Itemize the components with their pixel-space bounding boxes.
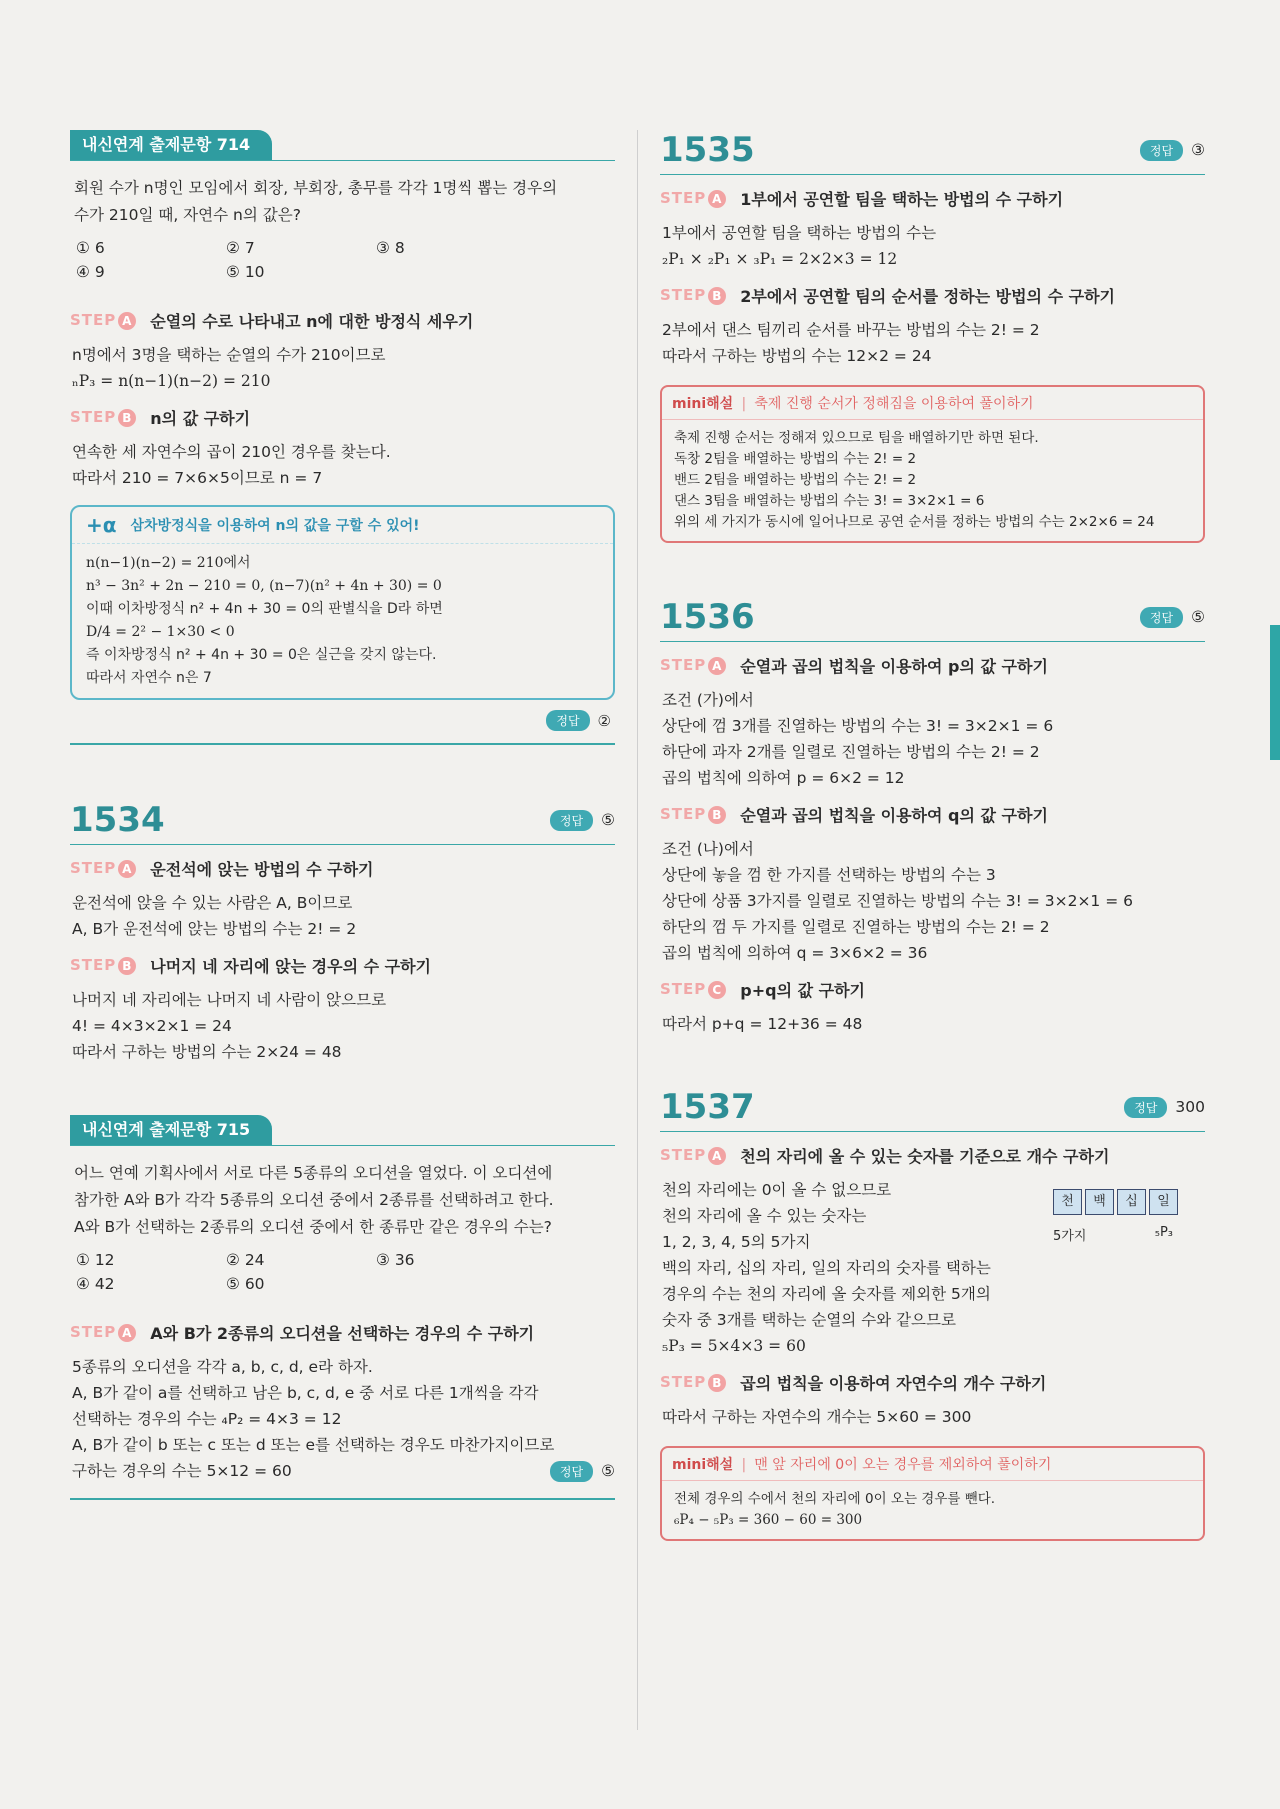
question-line: 참가한 A와 B가 각각 5종류의 오디션 중에서 2종류를 선택하려고 한다. (74, 1191, 554, 1209)
digit-box: 십 (1117, 1189, 1146, 1215)
problem-header-1535 (660, 130, 1205, 175)
choice: ③ 8 (376, 239, 405, 257)
solution-line: ₂P₁ × ₂P₁ × ₃P₁ = 2×2×3 = 12 (662, 250, 898, 268)
choice: ② 7 (226, 239, 255, 257)
problem-header-1537 (660, 1087, 1205, 1132)
digit-boxes (1053, 1189, 1203, 1215)
step-b (70, 406, 615, 429)
solution-line: n명에서 3명을 택하는 순열의 수가 210이므로 (72, 346, 386, 364)
step-b (70, 954, 615, 977)
plus-alpha-header (72, 507, 613, 544)
solution-line: 따라서 구하는 방법의 수는 2×24 = 48 (72, 1043, 342, 1061)
step-label: STEP A (70, 1323, 136, 1342)
digit-box: 백 (1085, 1189, 1114, 1215)
choice: ③ 36 (376, 1251, 415, 1269)
step-c (660, 978, 1205, 1001)
box-line: 댄스 3팀을 배열하는 방법의 수는 3! = 3×2×1 = 6 (674, 493, 985, 509)
solution-line: 하단에 과자 2개를 일렬로 진열하는 방법의 수는 2! = 2 (662, 743, 1040, 761)
answer-1536 (1140, 607, 1205, 628)
question-line: 수가 210일 때, 자연수 n의 값은? (74, 206, 301, 224)
answer-value: ⑤ (1191, 608, 1205, 626)
box-line: 전체 경우의 수에서 천의 자리에 0이 오는 경우를 뺀다. (674, 1491, 996, 1507)
step-title: 1부에서 공연할 팀을 택하는 방법의 수 구하기 (740, 190, 1064, 209)
digit-box: 천 (1053, 1189, 1082, 1215)
answer-badge: 정답 (550, 810, 593, 831)
answer-715 (550, 1461, 615, 1482)
problem-number: 1536 (660, 597, 755, 637)
step-label: STEP A (660, 1146, 726, 1165)
step-a (660, 654, 1205, 677)
step-title: 순열과 곱의 법칙을 이용하여 q의 값 구하기 (740, 806, 1048, 825)
answer-value: ⑤ (601, 1462, 615, 1480)
choice: ① 12 (76, 1251, 115, 1269)
digit-label: 5가지 (1053, 1229, 1087, 1244)
solution-line: 따라서 p+q = 12+36 = 48 (662, 1015, 863, 1033)
solution-line: 조건 (가)에서 (662, 691, 754, 709)
solution-line: ₅P₃ = 5×4×3 = 60 (662, 1337, 806, 1355)
step-label: STEP A (70, 311, 136, 330)
choice: ⑤ 60 (226, 1275, 265, 1293)
plus-alpha-icon: +α (86, 513, 117, 537)
step-title: 천의 자리에 올 수 있는 숫자를 기준으로 개수 구하기 (740, 1147, 1110, 1166)
choice: ② 24 (226, 1251, 265, 1269)
box-line: 독창 2팀을 배열하는 방법의 수는 2! = 2 (674, 451, 917, 467)
solution-line: 경우의 수는 천의 자리에 올 숫자를 제외한 5개의 (662, 1285, 991, 1303)
mini-brand: mini해설 (672, 396, 734, 412)
solution-line: 천의 자리에는 0이 올 수 없으므로 (662, 1181, 892, 1199)
left-column (70, 130, 615, 1500)
question-line: A와 B가 선택하는 2종류의 오디션 중에서 한 종류만 같은 경우의 수는? (74, 1218, 552, 1236)
step-title: 순열의 수로 나타내고 n에 대한 방정식 세우기 (150, 312, 474, 331)
mini-title: 맨 앞 자리에 0이 오는 경우를 제외하여 풀이하기 (754, 1457, 1052, 1473)
step-b (660, 284, 1205, 307)
step-title: p+q의 값 구하기 (740, 981, 866, 1000)
plus-alpha-body (72, 544, 613, 698)
solution-line: 5종류의 오디션을 각각 a, b, c, d, e라 하자. (72, 1358, 373, 1376)
answer-714 (70, 710, 611, 731)
solution-line: 1, 2, 3, 4, 5의 5가지 (662, 1233, 811, 1251)
box-line: 위의 세 가지가 동시에 일어나므로 공연 순서를 정하는 방법의 수는 2×2×6 = 24 (674, 514, 1155, 530)
step-title: A와 B가 2종류의 오디션을 선택하는 경우의 수 구하기 (150, 1324, 535, 1343)
answer-1537 (1124, 1097, 1205, 1118)
mini-solution-box (660, 385, 1205, 543)
section-header-714 (70, 130, 615, 161)
right-column (660, 130, 1205, 1549)
section-rule (70, 1498, 615, 1500)
mini-body (662, 420, 1203, 541)
solution-line: 따라서 210 = 7×6×5이므로 n = 7 (72, 469, 323, 487)
step-label: STEP A (660, 656, 726, 675)
solution-line: ₙP₃ = n(n−1)(n−2) = 210 (72, 372, 271, 390)
page-edge-tab (1270, 625, 1280, 760)
step-label: STEP B (70, 956, 136, 975)
step-a (660, 187, 1205, 210)
answer-value: ② (597, 711, 611, 730)
solution-line: A, B가 같이 a를 선택하고 남은 b, c, d, e 중 서로 다른 1개씩을 각각 (72, 1384, 539, 1402)
solution-line: 숫자 중 3개를 택하는 순열의 수와 같으므로 (662, 1311, 956, 1329)
step-title: 나머지 네 자리에 앉는 경우의 수 구하기 (150, 957, 431, 976)
mini-title: 축제 진행 순서가 정해짐을 이용하여 풀이하기 (754, 396, 1034, 412)
step-b (660, 1371, 1205, 1394)
answer-badge: 정답 (1140, 140, 1183, 161)
digit-place-diagram (1053, 1189, 1203, 1244)
solution-line: 따라서 구하는 자연수의 개수는 5×60 = 300 (662, 1408, 972, 1426)
problem-header-1536 (660, 597, 1205, 642)
answer-value: ③ (1191, 141, 1205, 159)
solution-line: 따라서 구하는 방법의 수는 12×2 = 24 (662, 347, 932, 365)
box-line: 축제 진행 순서는 정해져 있으므로 팀을 배열하기만 하면 된다. (674, 430, 1039, 446)
solution-line: 상단에 껌 3개를 진열하는 방법의 수는 3! = 3×2×1 = 6 (662, 717, 1054, 735)
digit-label: ₅P₃ (1154, 1225, 1173, 1240)
choice: ⑤ 10 (226, 263, 265, 281)
box-line: 따라서 자연수 n은 7 (86, 670, 212, 686)
step-label: STEP C (660, 980, 726, 999)
solution-line: A, B가 운전석에 앉는 방법의 수는 2! = 2 (72, 920, 357, 938)
step-title: 순열과 곱의 법칙을 이용하여 p의 값 구하기 (740, 657, 1048, 676)
box-line: ₆P₄ − ₅P₃ = 360 − 60 = 300 (674, 1512, 863, 1528)
answer-badge: 정답 (546, 710, 589, 731)
question-714 (74, 175, 611, 229)
step-title: n의 값 구하기 (150, 409, 251, 428)
section-header-715 (70, 1115, 615, 1146)
solution-line: 백의 자리, 십의 자리, 일의 자리의 숫자를 택하는 (662, 1259, 991, 1277)
question-line: 어느 연예 기획사에서 서로 다른 5종류의 오디션을 열었다. 이 오디션에 (74, 1164, 553, 1182)
solution-line: 곱의 법칙에 의하여 q = 3×6×2 = 36 (662, 944, 928, 962)
solution-line: 상단에 상품 3가지를 일렬로 진열하는 방법의 수는 3! = 3×2×1 = 6 (662, 892, 1133, 910)
step-a (70, 309, 615, 332)
solution-line: 운전석에 앉을 수 있는 사람은 A, B이므로 (72, 894, 353, 912)
box-line: D/4 = 2² − 1×30 < 0 (86, 624, 235, 640)
step-a (660, 1144, 1205, 1167)
plus-alpha-title: 삼차방정식을 이용하여 n의 값을 구할 수 있어! (130, 518, 420, 534)
problem-header-1534 (70, 800, 615, 845)
mini-solution-box (660, 1446, 1205, 1541)
problem-number: 1537 (660, 1087, 755, 1127)
solution-line: 연속한 세 자연수의 곱이 210인 경우를 찾는다. (72, 443, 391, 461)
section-tag: 내신연계 출제문항 715 (70, 1115, 272, 1145)
solution-line: 나머지 네 자리에는 나머지 네 사람이 앉으므로 (72, 991, 387, 1009)
digit-labels (1053, 1225, 1173, 1244)
choices-714 (76, 239, 609, 281)
section-tag: 내신연계 출제문항 714 (70, 130, 272, 160)
step-a (70, 857, 615, 880)
mini-body (662, 1481, 1203, 1539)
step-title: 2부에서 공연할 팀의 순서를 정하는 방법의 수 구하기 (740, 287, 1115, 306)
step-label: STEP B (660, 1373, 726, 1392)
mini-header: mini해설 | 축제 진행 순서가 정해짐을 이용하여 풀이하기 (662, 387, 1203, 420)
column-divider (637, 130, 638, 1730)
solution-line: 하단의 껌 두 가지를 일렬로 진열하는 방법의 수는 2! = 2 (662, 918, 1050, 936)
step-a-body (660, 1177, 1205, 1359)
choice: ④ 42 (76, 1275, 115, 1293)
solution-line: 구하는 경우의 수는 5×12 = 60 (72, 1462, 292, 1480)
answer-value: 300 (1175, 1098, 1205, 1116)
problem-number: 1535 (660, 130, 755, 170)
choice: ① 6 (76, 239, 105, 257)
question-line: 회원 수가 n명인 모임에서 회장, 부회장, 총무를 각각 1명씩 뽑는 경우의 (74, 179, 558, 197)
box-line: n(n−1)(n−2) = 210에서 (86, 555, 251, 571)
step-label: STEP A (70, 859, 136, 878)
answer-1534 (550, 810, 615, 831)
problem-number: 1534 (70, 800, 165, 840)
solution-line: 곱의 법칙에 의하여 p = 6×2 = 12 (662, 769, 905, 787)
choices-715 (76, 1251, 609, 1293)
solution-line: 2부에서 댄스 팀끼리 순서를 바꾸는 방법의 수는 2! = 2 (662, 321, 1040, 339)
mini-header: mini해설 | 맨 앞 자리에 0이 오는 경우를 제외하여 풀이하기 (662, 1448, 1203, 1481)
step-title: 곱의 법칙을 이용하여 자연수의 개수 구하기 (740, 1374, 1047, 1393)
mini-brand: mini해설 (672, 1457, 734, 1473)
solution-line: 조건 (나)에서 (662, 840, 754, 858)
answer-value: ⑤ (601, 811, 615, 829)
solution-line: 선택하는 경우의 수는 ₄P₂ = 4×3 = 12 (72, 1410, 342, 1428)
solution-line: 상단에 놓을 껌 한 가지를 선택하는 방법의 수는 3 (662, 866, 996, 884)
solution-line: 천의 자리에 올 수 있는 숫자는 (662, 1207, 867, 1225)
box-line: 즉 이차방정식 n² + 4n + 30 = 0은 실근을 갖지 않는다. (86, 647, 437, 663)
plus-alpha-box (70, 505, 615, 700)
question-715 (74, 1160, 611, 1241)
step-label: STEP A (660, 189, 726, 208)
step-label: STEP B (70, 408, 136, 427)
answer-badge: 정답 (550, 1461, 593, 1482)
box-line: n³ − 3n² + 2n − 210 = 0, (n−7)(n² + 4n + 30) = 0 (86, 578, 442, 594)
step-label: STEP B (660, 805, 726, 824)
step-a (70, 1321, 615, 1344)
box-line: 밴드 2팀을 배열하는 방법의 수는 2! = 2 (674, 472, 917, 488)
final-line-row (70, 1458, 615, 1484)
step-b (660, 803, 1205, 826)
solution-line: A, B가 같이 b 또는 c 또는 d 또는 e를 선택하는 경우도 마찬가지이므로 (72, 1436, 555, 1454)
solution-line: 4! = 4×3×2×1 = 24 (72, 1017, 232, 1035)
step-label: STEP B (660, 286, 726, 305)
solution-line: 1부에서 공연할 팀을 택하는 방법의 수는 (662, 224, 937, 242)
box-line: 이때 이차방정식 n² + 4n + 30 = 0의 판별식을 D라 하면 (86, 601, 443, 617)
answer-1535 (1140, 140, 1205, 161)
step-title: 운전석에 앉는 방법의 수 구하기 (150, 860, 374, 879)
answer-badge: 정답 (1124, 1097, 1167, 1118)
digit-box: 일 (1149, 1189, 1178, 1215)
choice: ④ 9 (76, 263, 105, 281)
answer-badge: 정답 (1140, 607, 1183, 628)
